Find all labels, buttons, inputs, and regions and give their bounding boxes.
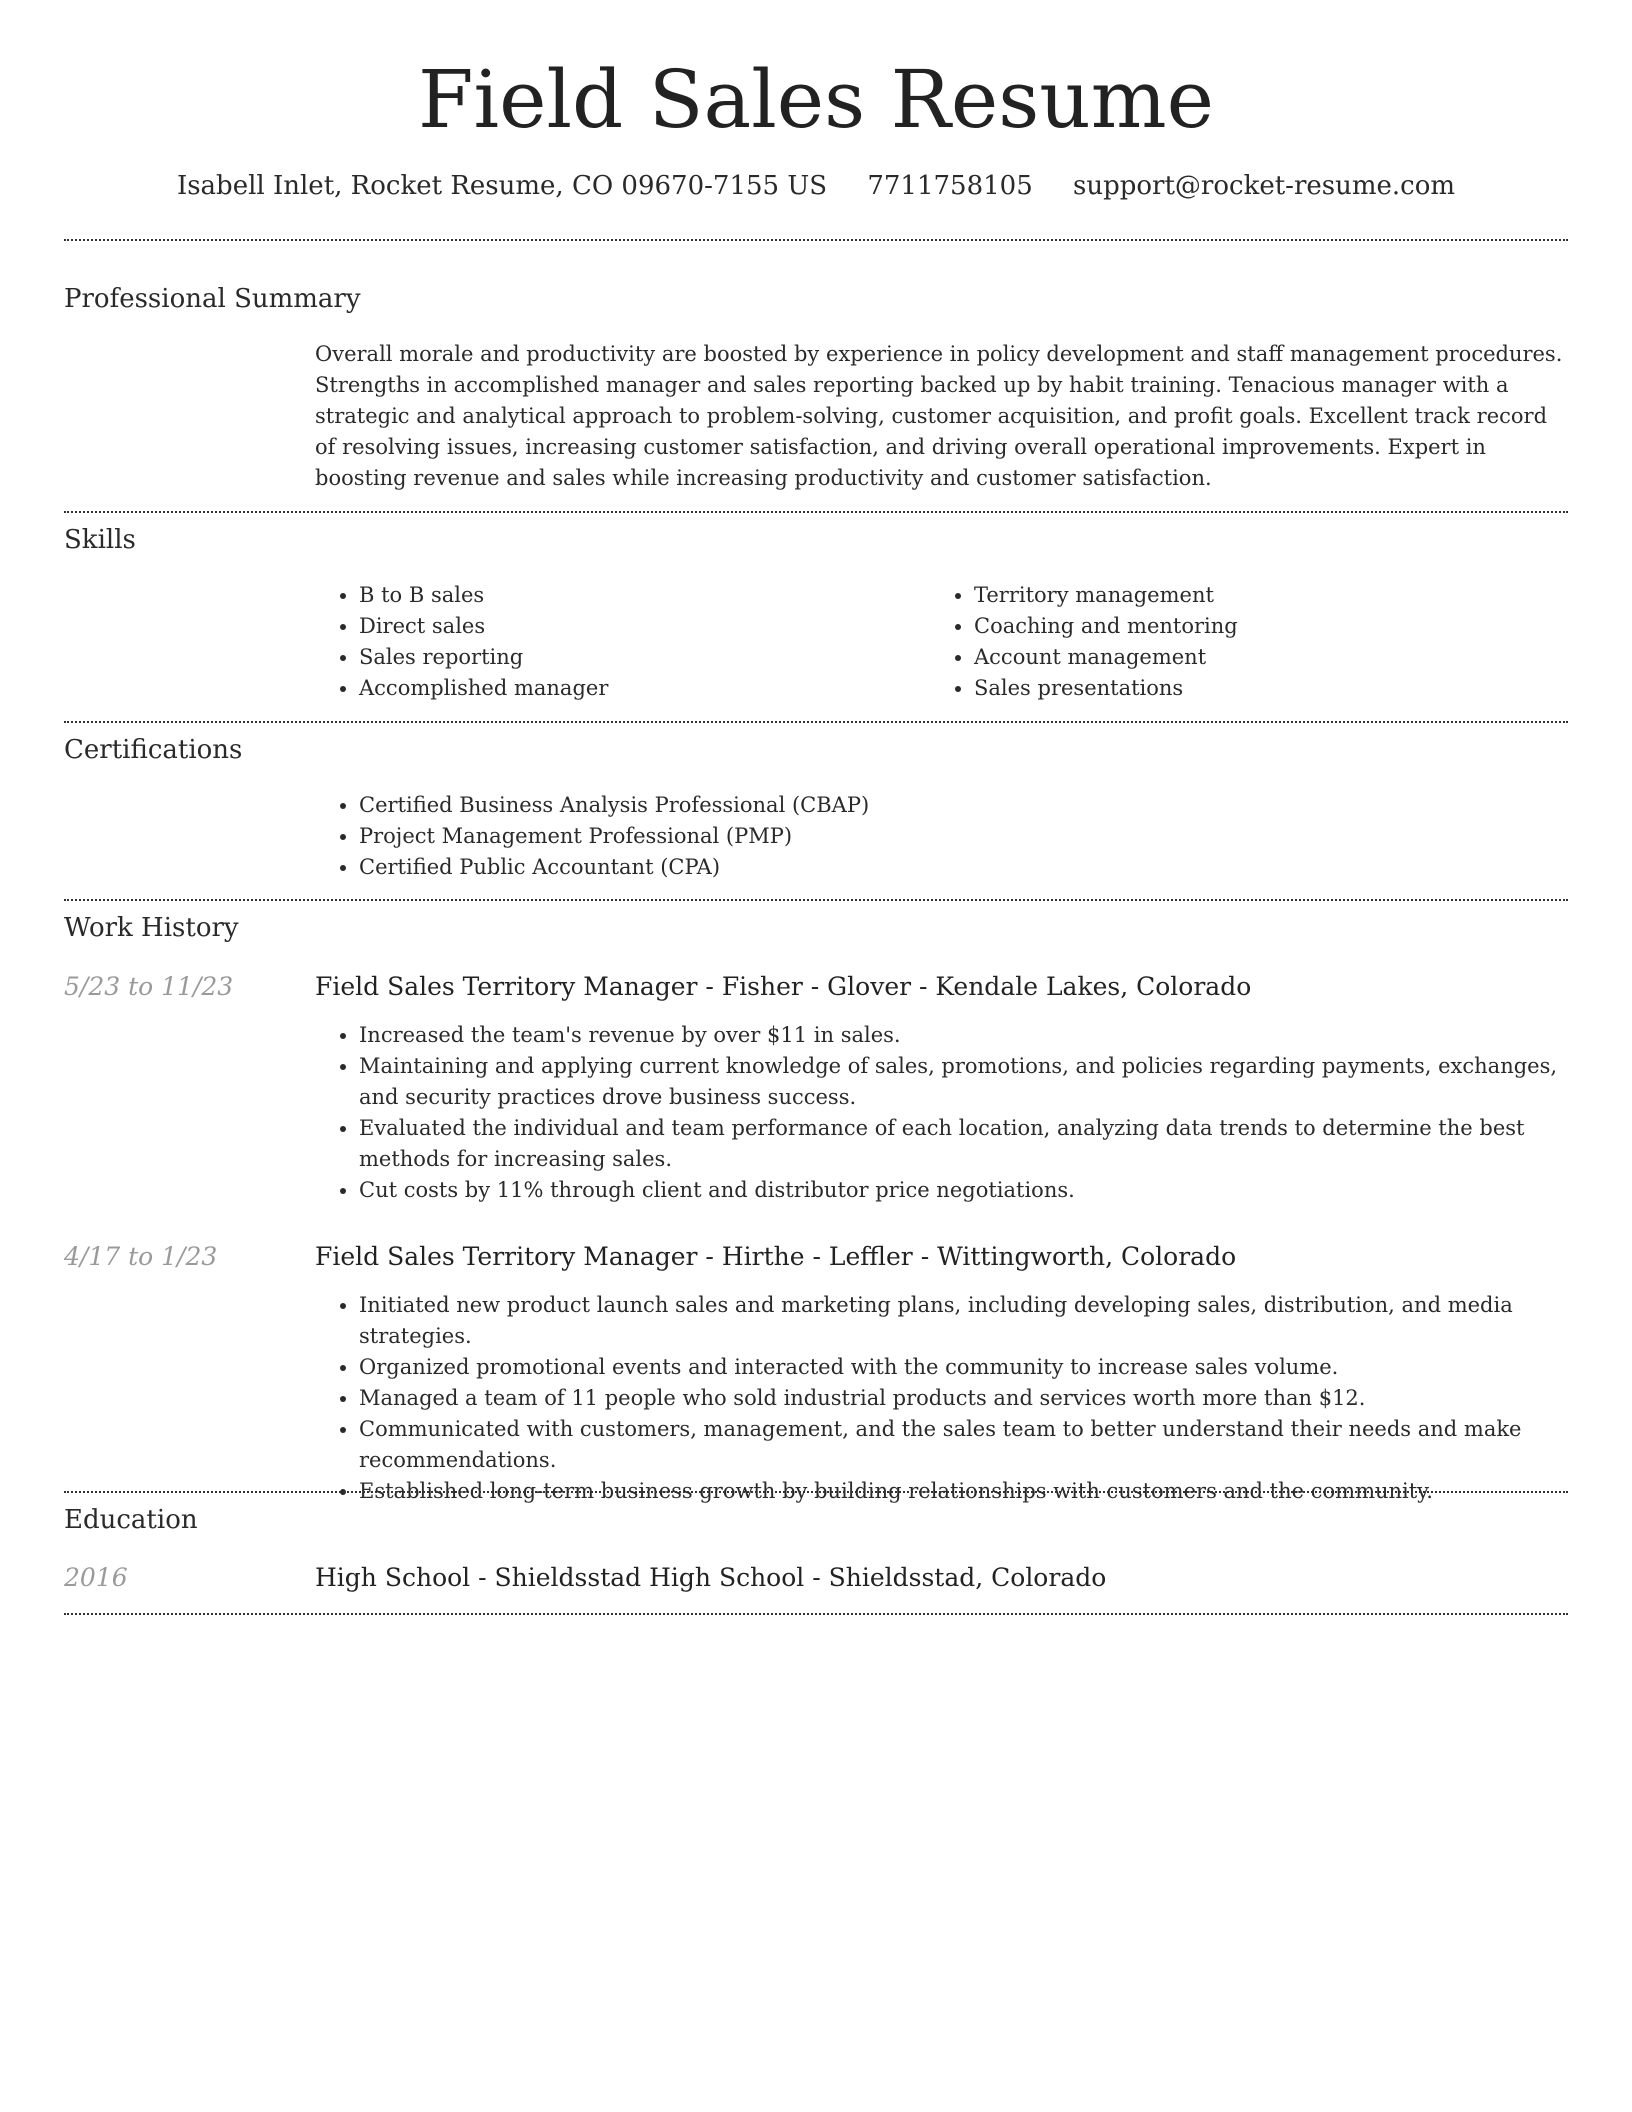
job-title: Field Sales Territory Manager - Fisher - Glover - Kendale Lakes, Colorado — [315, 972, 1252, 1001]
job-bullet: • Cut costs by 11% through client and distributor price negotiations. — [359, 1175, 1575, 1206]
job-bullet: • Increased the team's revenue by over $11 in sales. — [359, 1020, 1575, 1051]
skills-column-right — [930, 580, 1490, 704]
divider — [64, 239, 1568, 241]
certifications-heading: Certifications — [64, 735, 243, 765]
skill-item: • Territory management — [974, 580, 1490, 611]
skills-column-left — [315, 580, 875, 704]
certifications-list — [315, 790, 1575, 883]
skill-item: • Account management — [974, 642, 1490, 673]
skill-item: • Sales reporting — [359, 642, 875, 673]
contact-line — [0, 168, 1632, 204]
job-dates: 4/17 to 1/23 — [64, 1242, 218, 1271]
divider — [64, 1491, 1568, 1493]
job-bullet: • Managed a team of 11 people who sold industrial products and services worth more than $12. — [359, 1383, 1575, 1414]
summary-text: Overall morale and productivity are boosted by experience in policy development and staff management procedures. Strengths in accomplished manager and sales reporting backed up by habit training. Tenacious manager with a strategic and analytical approach to problem-solving, customer acquisition, and profit goals. Excellent track record of resolving issues, increasing customer satisfaction, and driving overall operational improvements. Expert in boosting revenue and sales while increasing productivity and customer satisfaction. — [315, 342, 1563, 490]
certification-item: • Certified Public Accountant (CPA) — [359, 852, 1575, 883]
work-history-heading: Work History — [64, 913, 239, 943]
contact-email: support@rocket-resume.com — [1073, 171, 1456, 201]
summary-heading: Professional Summary — [64, 284, 361, 314]
job-bullet: • Organized promotional events and interacted with the community to increase sales volume. — [359, 1352, 1575, 1383]
divider — [64, 899, 1568, 901]
summary-section — [315, 339, 1570, 494]
job-bullets — [315, 1290, 1575, 1507]
certification-item: • Project Management Professional (PMP) — [359, 821, 1575, 852]
education-heading: Education — [64, 1505, 198, 1535]
job-bullets — [315, 1020, 1575, 1206]
skill-item: • Sales presentations — [974, 673, 1490, 704]
skill-item: • Coaching and mentoring — [974, 611, 1490, 642]
divider — [64, 1613, 1568, 1615]
contact-address: Isabell Inlet, Rocket Resume, CO 09670-7155 US — [176, 171, 828, 201]
job-bullet: • Initiated new product launch sales and marketing plans, including developing sales, distribution, and media strategies. — [359, 1290, 1575, 1352]
job-bullet: • Established long-term business growth by building relationships with customers and the community. — [359, 1476, 1575, 1507]
job-dates: 5/23 to 11/23 — [64, 972, 234, 1001]
job-bullet: • Evaluated the individual and team performance of each location, analyzing data trends to determine the best methods for increasing sales. — [359, 1113, 1575, 1175]
education-title: High School - Shieldsstad High School - Shieldsstad, Colorado — [315, 1563, 1107, 1592]
job-bullet: • Communicated with customers, management, and the sales team to better understand their needs and make recommendations. — [359, 1414, 1575, 1476]
skill-item: • Accomplished manager — [359, 673, 875, 704]
skill-item: • Direct sales — [359, 611, 875, 642]
divider — [64, 511, 1568, 513]
education-year: 2016 — [64, 1563, 128, 1592]
job-bullet: • Maintaining and applying current knowledge of sales, promotions, and policies regarding payments, exchanges, and security practices drove business success. — [359, 1051, 1575, 1113]
job-title: Field Sales Territory Manager - Hirthe - Leffler - Wittingworth, Colorado — [315, 1242, 1237, 1271]
resume-title: Field Sales Resume — [418, 53, 1214, 146]
contact-phone: 7711758105 — [867, 171, 1033, 201]
certification-item: • Certified Business Analysis Professional (CBAP) — [359, 790, 1575, 821]
skills-heading: Skills — [64, 525, 136, 555]
divider — [64, 721, 1568, 723]
skill-item: • B to B sales — [359, 580, 875, 611]
